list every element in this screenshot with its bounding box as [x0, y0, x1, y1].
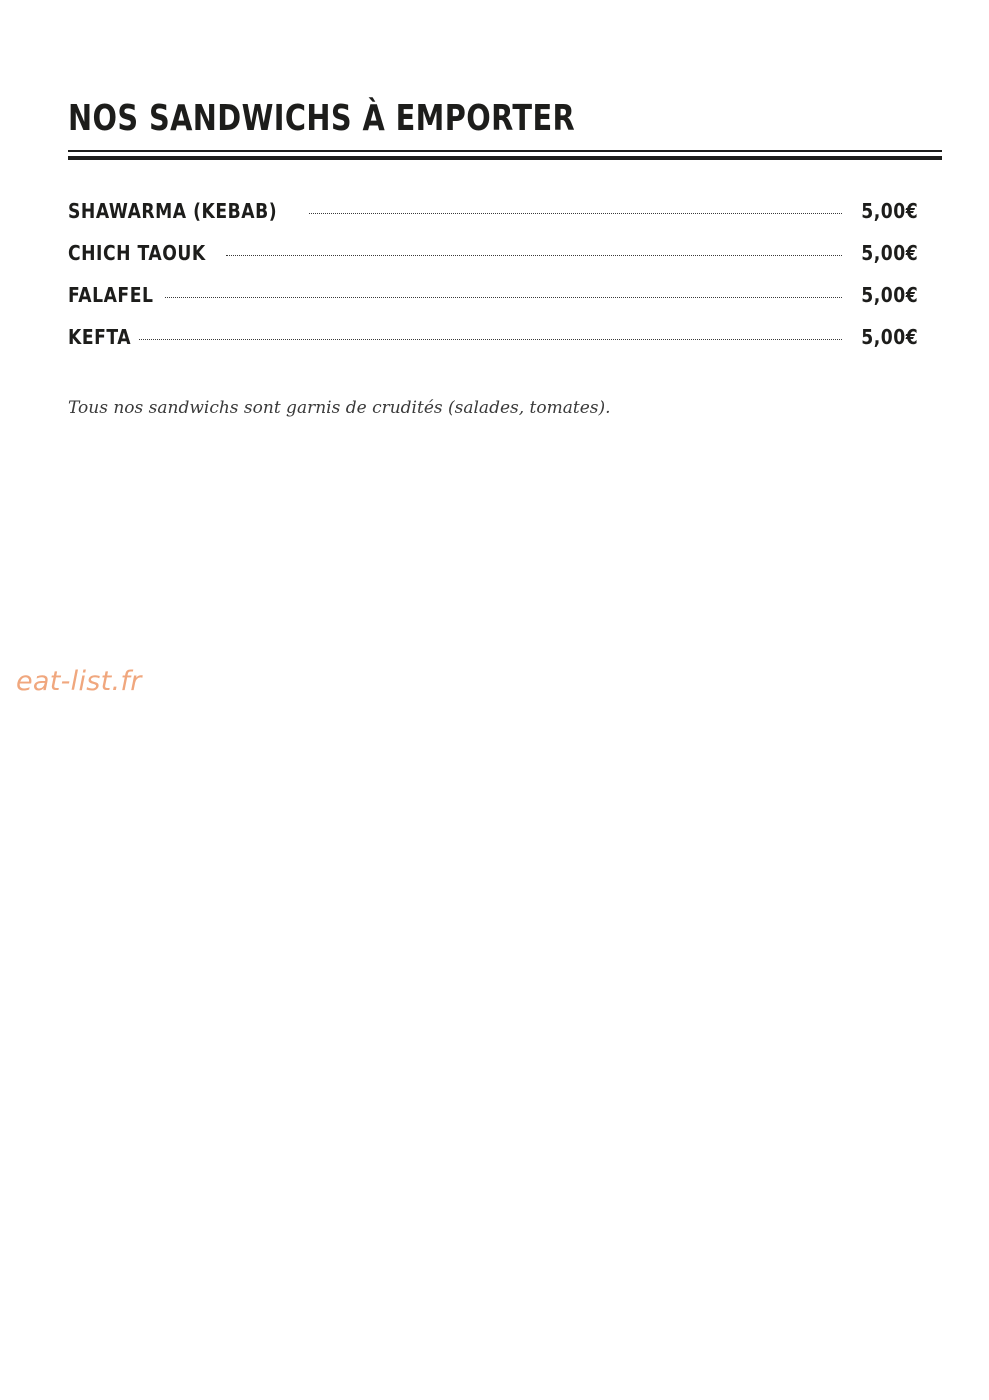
menu-item-kefta [68, 325, 918, 367]
dotted-leader [139, 338, 841, 340]
menu-item-name: CHICH TAOUK [68, 241, 206, 265]
menu-item-name: FALAFEL [68, 283, 154, 307]
menu-item-chich-taouk [68, 241, 918, 283]
menu-item-name: SHAWARMA (KEBAB) [68, 199, 278, 223]
sandwich-menu-list [68, 199, 918, 367]
dotted-leader [309, 212, 842, 214]
menu-item-price: 5,00€ [861, 199, 918, 223]
menu-item-price: 5,00€ [861, 283, 918, 307]
page-title: NOS SANDWICHS À EMPORTER [68, 98, 576, 139]
menu-item-name: KEFTA [68, 325, 132, 349]
menu-item-price: 5,00€ [861, 325, 918, 349]
menu-item-shawarma [68, 199, 918, 241]
dotted-leader [226, 254, 842, 256]
title-divider [68, 150, 942, 160]
menu-footnote: Tous nos sandwichs sont garnis de crudités (salades, tomates). [68, 398, 611, 418]
menu-item-falafel [68, 283, 918, 325]
menu-item-price: 5,00€ [861, 241, 918, 265]
watermark-logo: eat-list.fr [16, 666, 142, 697]
dotted-leader [165, 296, 841, 298]
